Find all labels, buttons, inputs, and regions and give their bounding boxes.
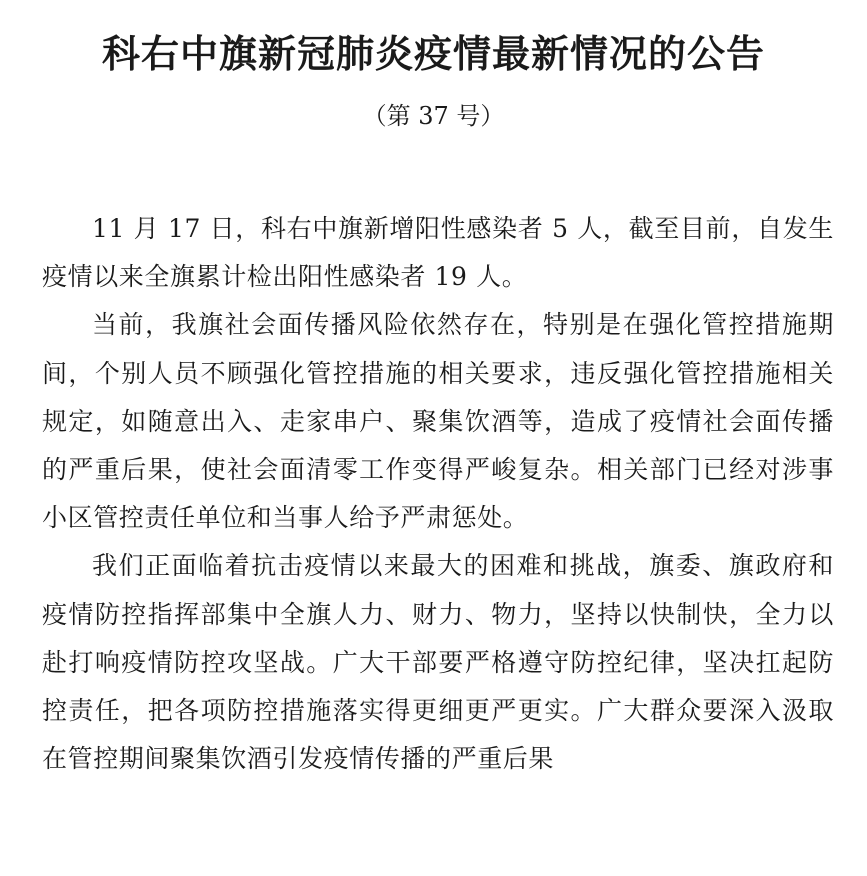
document-title: 科右中旗新冠肺炎疫情最新情况的公告	[101, 32, 765, 76]
document-body	[42, 205, 834, 783]
paragraph-2: 当前，我旗社会面传播风险依然存在，特别是在强化管控措施期间，个别人员不顾强化管控措施的相关要求，违反强化管控措施相关规定，如随意出入、走家串户、聚集饮酒等，造成了疫情社会面传播的严重后果，使社会面清零工作变得严峻复杂。相关部门已经对涉事小区管控责任单位和当事人给予严肃惩处。	[42, 310, 834, 533]
paragraph-1: 11 月 17 日，科右中旗新增阳性感染者 5 人，截至目前，自发生疫情以来全旗累计检出阳性感染者 19 人。	[42, 214, 834, 292]
document-number: （第 37 号）	[362, 102, 505, 130]
paragraph-3: 我们正面临着抗击疫情以来最大的困难和挑战，旗委、旗政府和疫情防控指挥部集中全旗人力、财力、物力，坚持以快制快，全力以赴打响疫情防控攻坚战。广大干部要严格遵守防控纪律，坚决扛起防控责任，把各项防控措施落实得更细更严更实。广大群众要深入汲取在管控期间聚集饮酒引发疫情传播的严重后果	[42, 551, 834, 774]
